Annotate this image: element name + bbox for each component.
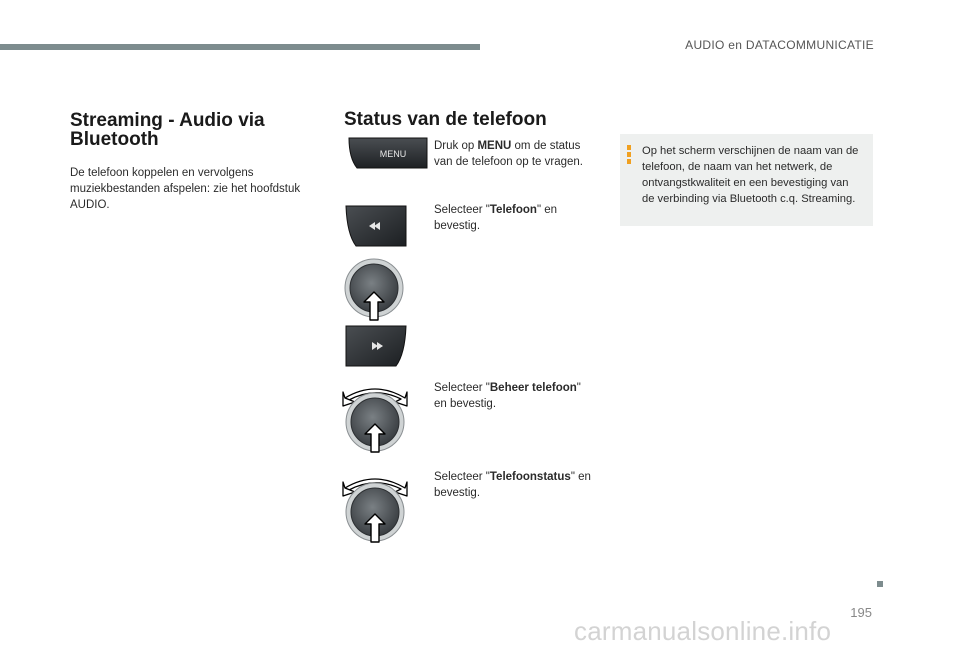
info-box: [620, 134, 873, 226]
page-marker: [877, 581, 883, 587]
info-icon: [627, 145, 631, 165]
header-bar: [0, 44, 480, 50]
knob-rotate-press-illustration: [341, 470, 409, 544]
step-1-text: Druk op MENU om de status van de telefoon op te vragen.: [434, 140, 583, 168]
streaming-heading: Streaming - Audio via Bluetooth: [70, 110, 265, 150]
step-4-text: Selecteer "Telefoonstatus" en bevestig.: [434, 471, 591, 499]
next-button-illustration: [344, 324, 408, 368]
knob-press-illustration: [343, 258, 405, 322]
step-2-text: Selecteer "Telefoon" en bevestig.: [434, 204, 558, 232]
page-number: 195: [850, 605, 872, 620]
streaming-body-text: De telefoon koppelen en vervolgens muziekbestanden afspelen: zie het hoofdstuk AUDIO.: [70, 167, 301, 211]
previous-button-illustration: [344, 204, 408, 248]
knob-rotate-press-illustration: [341, 380, 409, 454]
section-title: AUDIO en DATACOMMUNICATIE: [685, 38, 874, 52]
menu-button-illustration: [347, 136, 429, 170]
watermark: carmanualsonline.info: [574, 616, 832, 646]
menu-button-label: MENU: [379, 149, 407, 159]
step-3-text: Selecteer "Beheer telefoon" en bevestig.: [434, 382, 581, 410]
info-text: Op het scherm verschijnen de naam van de telefoon, de naam van het netwerk, de ontvangstkwaliteit en een bevestiging van de verbinding via Bluetooth c.q. Streaming.: [642, 145, 859, 205]
phone-status-heading: Status van de telefoon: [344, 109, 547, 130]
